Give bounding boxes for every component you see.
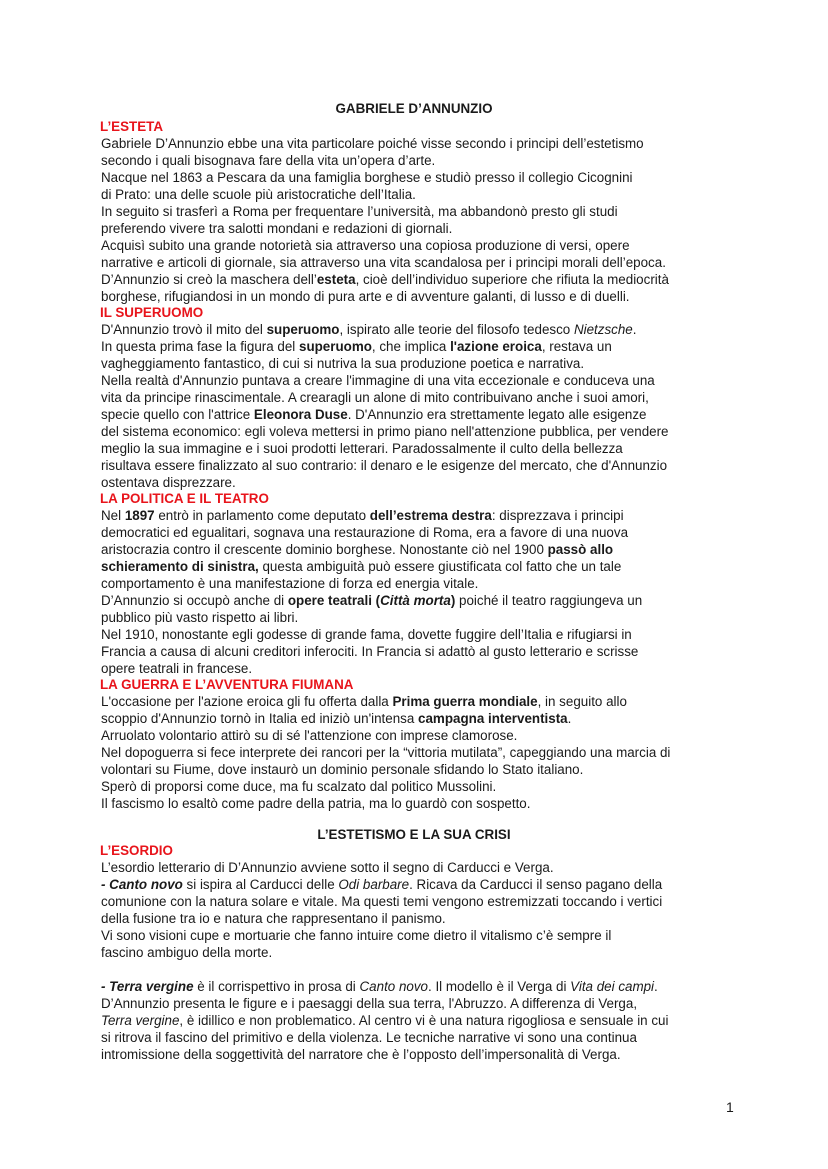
text-line: borghese, rifugiandosi in un mondo di pura arte e di avventure galanti, di lusso e di duelli. xyxy=(101,289,630,304)
text-line: intromissione della soggettività del narratore che è l’opposto dell’impersonalità di Verga. xyxy=(101,1047,621,1062)
text-line: ostentava disprezzare. xyxy=(101,475,236,490)
text-line: L'occasione per l'azione eroica gli fu offerta dalla Prima guerra mondiale, in seguito allo xyxy=(101,694,627,709)
bold-term: esteta xyxy=(316,272,356,287)
text-line: D'Annunzio trovò il mito del superuomo, ispirato alle teorie del filosofo tedesco Nietzsche. xyxy=(101,322,637,337)
text-line: fascino ambiguo della morte. xyxy=(101,945,273,960)
heading-politica: LA POLITICA E IL TEATRO xyxy=(100,491,269,506)
text-line: aristocrazia contro il crescente dominio borghese. Nonostante ciò nel 1900 passò allo xyxy=(101,542,614,557)
text-line: scoppio d'Annunzio tornò in Italia ed iniziò un'intensa campagna interventista. xyxy=(101,711,572,726)
text-line: della fusione tra io e natura che rappresentano il panismo. xyxy=(101,911,446,926)
heading-superuomo: IL SUPERUOMO xyxy=(100,305,204,320)
text-line: Nacque nel 1863 a Pescara da una famiglia borghese e studiò presso il collegio Cicognini xyxy=(101,170,633,185)
text-line: pubblico più vasto rispetto ai libri. xyxy=(101,610,299,625)
text-line: Terra vergine, è idillico e non problematico. Al centro vi è una natura rigogliosa e sensuale in cui xyxy=(101,1013,669,1028)
heading-guerra: LA GUERRA E L’AVVENTURA FIUMANA xyxy=(100,677,354,692)
text-line: del sistema economico: egli voleva mettersi in primo piano nell'attenzione pubblica, per vendere xyxy=(101,424,669,439)
text-line: Acquisì subito una grande notorietà sia attraverso una copiosa produzione di versi, opere xyxy=(101,238,630,253)
text-line: vita da principe rinascimentale. A crearagli un alone di mito contribuivano anche i suoi amori, xyxy=(101,390,649,405)
text-line: comunione con la natura solare e vitale. Ma questi temi vengono estremizzati toccando i vertici xyxy=(101,894,663,909)
page-number: 1 xyxy=(726,1099,734,1115)
text-line: comportamento è una manifestazione di forza ed energia vitale. xyxy=(101,576,479,591)
text-line: narrative e articoli di giornale, sia attraverso una vita scandalosa per i principi morali dell’epoca. xyxy=(101,255,666,270)
text-line: - Canto novo si ispira al Carducci delle Odi barbare. Ricava da Carducci il senso pagano della xyxy=(101,877,663,892)
text-line: secondo i quali bisognava fare della vita un’opera d’arte. xyxy=(101,153,436,168)
text-line: opere teatrali in francese. xyxy=(101,661,253,676)
text-line: Sperò di proporsi come duce, ma fu scalzato dal politico Mussolini. xyxy=(101,779,497,794)
text-line: L’esordio letterario di D’Annunzio avviene sotto il segno di Carducci e Verga. xyxy=(101,860,554,875)
text-line: Nella realtà d'Annunzio puntava a creare l'immagine di una vita eccezionale e conduceva una xyxy=(101,373,655,388)
text-line: D’Annunzio presenta le figure e i paesaggi della sua terra, l'Abruzzo. A differenza di Verga, xyxy=(101,996,638,1011)
text-line: Gabriele D’Annunzio ebbe una vita particolare poiché visse secondo i principi dell’estetismo xyxy=(101,136,644,151)
text-line: Vi sono visioni cupe e mortuarie che fanno intuire come dietro il vitalismo c’è sempre il xyxy=(101,928,612,943)
text-line: schieramento di sinistra, questa ambiguità può essere giustificata col fatto che un tale xyxy=(101,559,622,574)
section-title: L’ESTETISMO E LA SUA CRISI xyxy=(317,827,511,842)
text-line: democratici ed egualitari, sognava una restaurazione di Roma, era a favore di una nuova xyxy=(101,525,629,540)
text-line: - Terra vergine è il corrispettivo in prosa di Canto novo. Il modello è il Verga di Vita dei campi. xyxy=(101,979,658,994)
text-line: In questa prima fase la figura del superuomo, che implica l'azione eroica, restava un xyxy=(101,339,612,354)
text-line: Nel 1897 entrò in parlamento come deputato dell’estrema destra: disprezzava i principi xyxy=(101,508,624,523)
text-line: Arruolato volontario attirò su di sé l'attenzione con imprese clamorose. xyxy=(101,728,518,743)
text-line: Nel dopoguerra si fece interprete dei rancori per la “vittoria mutilata”, capeggiando una marcia di xyxy=(101,745,671,760)
text-line: Francia a causa di alcuni creditori inferociti. In Francia si adattò al gusto letterario e scrisse xyxy=(101,644,639,659)
text-line: In seguito si trasferì a Roma per frequentare l’università, ma abbandonò presto gli studi xyxy=(101,204,618,219)
text-line: volontari su Fiume, dove instaurò un dominio personale sfidando lo Stato italiano. xyxy=(101,762,584,777)
text-line: di Prato: una delle scuole più aristocratiche dell’Italia. xyxy=(101,187,416,202)
text-line: meglio la sua immagine e i suoi prodotti letterari. Paradossalmente il culto della bellezza xyxy=(101,441,623,456)
text-line: D’Annunzio si occupò anche di opere teatrali (Città morta) poiché il teatro raggiungeva un xyxy=(101,593,643,608)
text-line: si ritrova il fascino del primitivo e della violenza. Le tecniche narrative vi sono una continua xyxy=(101,1030,637,1045)
heading-esordio: L’ESORDIO xyxy=(100,843,173,858)
text-line: vagheggiamento fantastico, di cui si nutriva la sua produzione poetica e narrativa. xyxy=(101,356,585,371)
text-line: risultava essere finalizzato al suo contrario: il denaro e le esigenze del mercato, che d'Annunzio xyxy=(101,458,668,473)
text-line: D’Annunzio si creò la maschera dell’esteta, cioè dell’individuo superiore che rifiuta la mediocrità xyxy=(101,272,669,287)
document-title: GABRIELE D’ANNUNZIO xyxy=(335,101,493,116)
text-line: preferendo vivere tra salotti mondani e redazioni di giornali. xyxy=(101,221,453,236)
text-line: Il fascismo lo esaltò come padre della patria, ma lo guardò con sospetto. xyxy=(101,796,531,811)
text-line: specie quello con l'attrice Eleonora Duse. D'Annunzio era strettamente legato alle esigenze xyxy=(101,407,647,422)
text-line: Nel 1910, nonostante egli godesse di grande fama, dovette fuggire dell’Italia e rifugiarsi in xyxy=(101,627,632,642)
heading-esteta: L’ESTETA xyxy=(100,119,163,134)
